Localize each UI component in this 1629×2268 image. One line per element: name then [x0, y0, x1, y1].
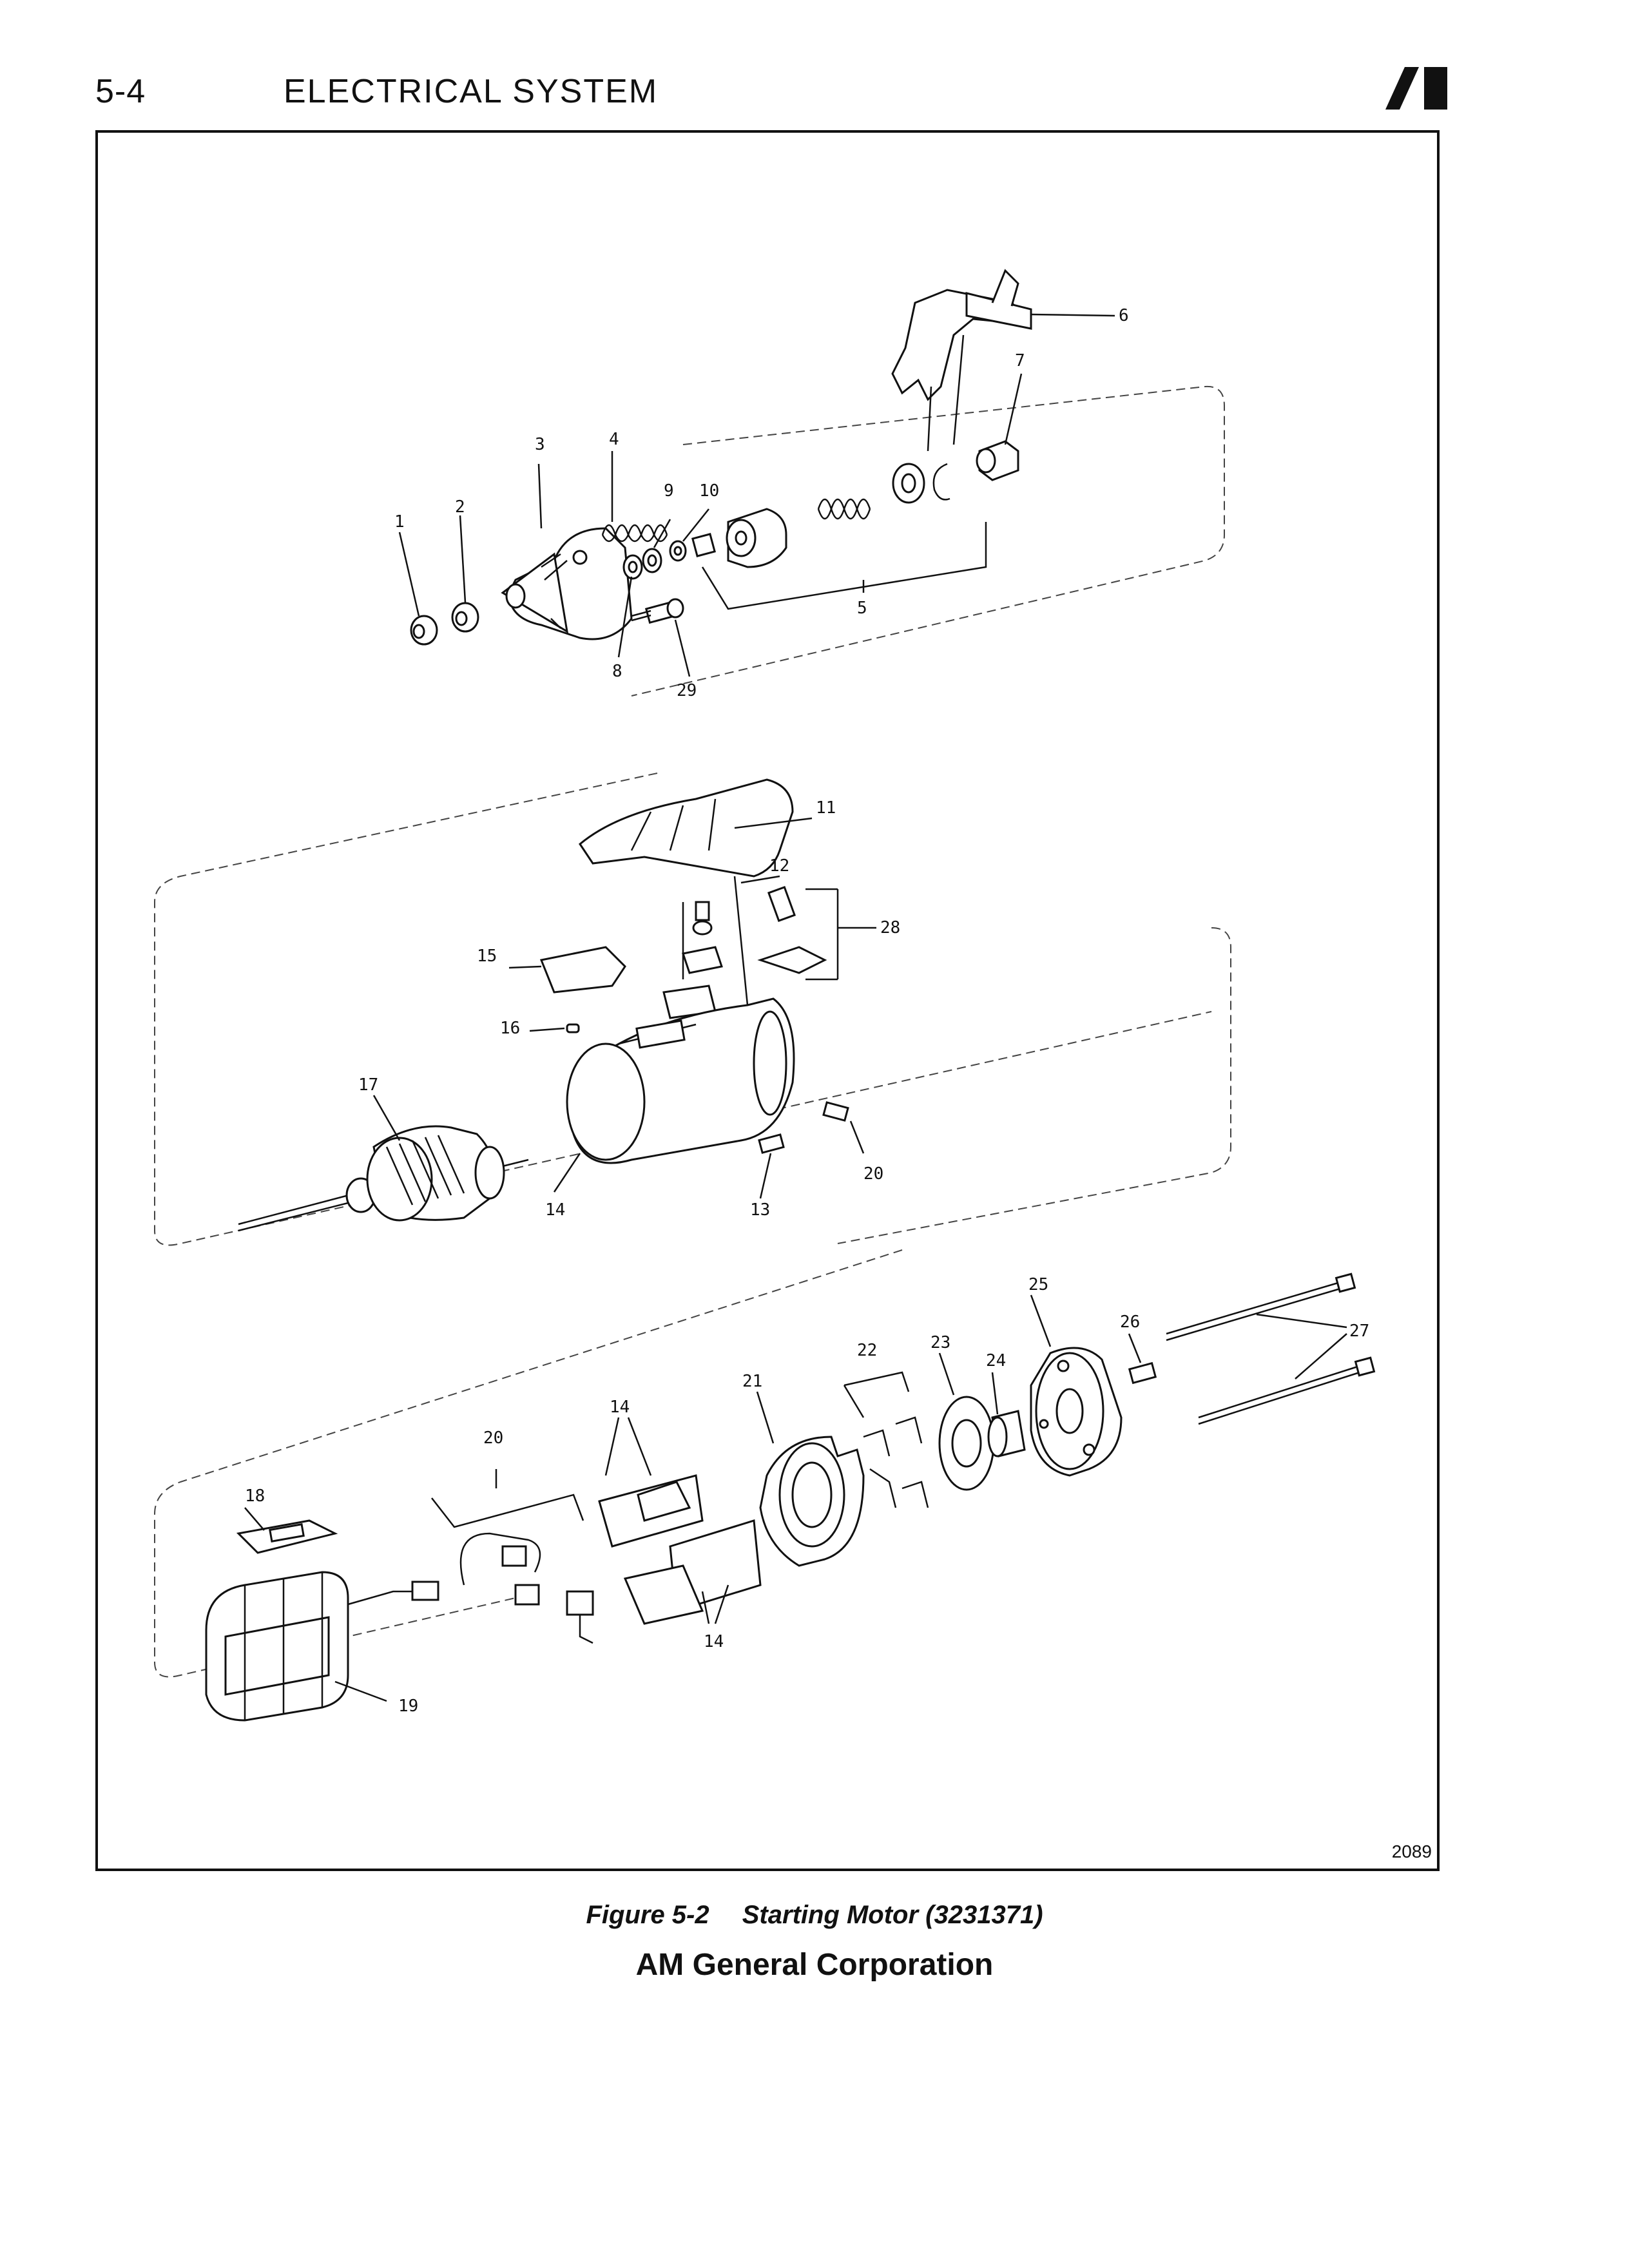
part-12-brush-holder-set [664, 902, 722, 1018]
callout-19: 19 [398, 1696, 419, 1716]
callout-13: 13 [750, 1200, 771, 1220]
callout-6: 6 [1119, 306, 1129, 325]
part-2-bushing [452, 603, 478, 631]
callout-16: 16 [500, 1019, 521, 1038]
part-25-commutator-end-frame [1031, 1348, 1121, 1475]
callout-20-terminal-screw: 20 [863, 1164, 884, 1184]
figure-caption-title: Starting Motor (3231371) [742, 1901, 1043, 1929]
part-18-insulator [238, 1521, 335, 1553]
part-23-washer [940, 1397, 994, 1490]
part-10-retainer [670, 541, 686, 561]
part-20-terminal-screw [824, 1102, 848, 1120]
callout-10: 10 [699, 481, 720, 501]
callout-25: 25 [1028, 1275, 1049, 1294]
part-1-bushing [411, 616, 437, 644]
callout-27: 27 [1349, 1321, 1370, 1341]
callout-11: 11 [816, 798, 836, 818]
callout-17: 17 [358, 1075, 379, 1095]
part-17-armature [238, 1126, 528, 1231]
figure-caption-label: Figure 5-2 [586, 1901, 709, 1929]
part-9-collar [643, 549, 661, 572]
part-27-through-bolts [1166, 1274, 1374, 1424]
part-20-field-coil-lead [461, 1533, 593, 1643]
part-11-cover [580, 780, 793, 876]
figure-caption [0, 1901, 1629, 1930]
part-7-bushing [977, 441, 1018, 480]
drawing-number: 2089 [1391, 1841, 1432, 1861]
callout-14-field-frame: 14 [545, 1200, 566, 1220]
page-number: 5-4 [95, 73, 146, 110]
callout-7: 7 [1015, 351, 1025, 370]
callout-26: 26 [1120, 1312, 1141, 1332]
part-28-screw-and-plate [760, 887, 825, 973]
part-5-drive-assembly [693, 464, 950, 567]
callout-1: 1 [394, 512, 405, 532]
part-3-drive-housing [503, 528, 631, 639]
part-22-brush-springs [863, 1418, 928, 1508]
part-14-pole-shoes [599, 1475, 760, 1624]
callout-20-field-lead: 20 [483, 1428, 504, 1448]
callout-18: 18 [245, 1486, 265, 1506]
callout-8: 8 [612, 662, 622, 681]
callout-9: 9 [664, 481, 674, 501]
corporation-name: AM General Corporation [635, 1948, 994, 1982]
part-29-screw [631, 599, 683, 622]
callout-15: 15 [477, 947, 497, 966]
callout-14-pole-shoes-top: 14 [610, 1398, 630, 1417]
callout-21: 21 [742, 1372, 763, 1391]
callout-12: 12 [769, 856, 790, 876]
callout-28: 28 [880, 918, 901, 937]
callout-4: 4 [609, 430, 619, 449]
callout-23: 23 [930, 1333, 951, 1352]
callout-14-pole-shoes-bottom: 14 [704, 1632, 724, 1651]
callout-29: 29 [677, 681, 697, 700]
part-15-insulator [541, 947, 625, 992]
part-16-pin [567, 1024, 579, 1032]
part-8-washer [624, 555, 642, 579]
part-26-plug [1130, 1363, 1155, 1383]
callout-5: 5 [857, 599, 867, 618]
callout-3: 3 [535, 435, 545, 454]
callout-2: 2 [455, 497, 465, 517]
callout-24: 24 [986, 1351, 1007, 1370]
section-title: ELECTRICAL SYSTEM [284, 73, 659, 110]
part-21-brush-plate [760, 1437, 863, 1566]
part-24-bushing [988, 1411, 1025, 1456]
part-4-spring [602, 525, 667, 541]
part-14-field-frame [567, 999, 794, 1163]
callout-22: 22 [857, 1341, 878, 1360]
part-13-screw [759, 1135, 784, 1153]
